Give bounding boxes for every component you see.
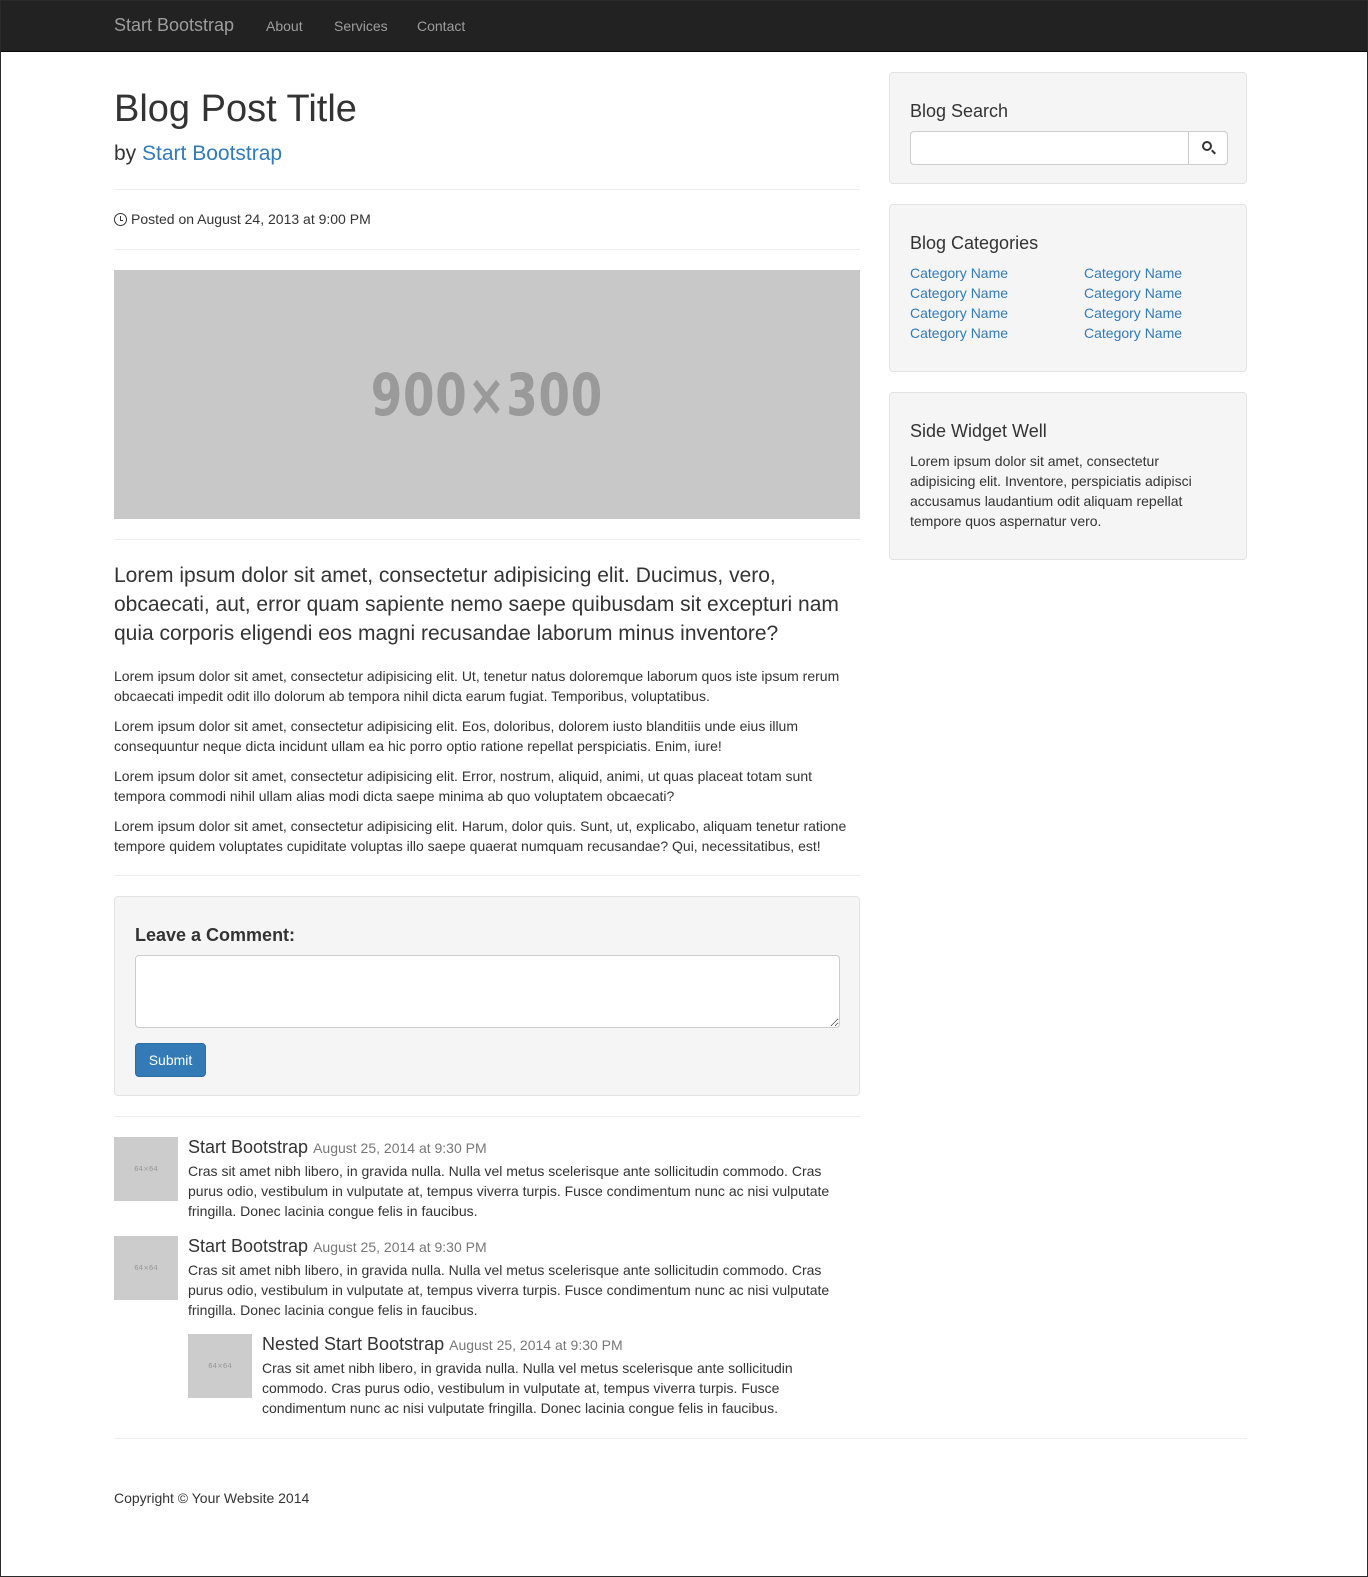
- search-icon: [1202, 141, 1212, 151]
- categories-heading: Blog Categories: [910, 233, 1039, 253]
- navbar: [1, 1, 1367, 52]
- post-date-text: Posted on August 24, 2013 at 9:00 PM: [131, 211, 371, 227]
- category-link[interactable]: Category Name: [1084, 305, 1183, 321]
- post-image-placeholder: [114, 270, 860, 519]
- search-widget: [889, 72, 1247, 184]
- post-byline: [114, 142, 282, 166]
- comment-text: Cras sit amet nibh libero, in gravida nulla. Nulla vel metus scelerisque ante sollicitudin commodo. Cras purus odio, vestibulum in vulputate at, tempus viverra turpis. Fusce condimentum nunc ac nisi vulputate fringilla. Donec lacinia congue felis in faucibus.: [188, 1163, 830, 1219]
- comment-date: August 25, 2014 at 9:30 PM: [313, 1239, 487, 1255]
- comment-author: Nested Start Bootstrap: [262, 1334, 445, 1354]
- comment-text: Cras sit amet nibh libero, in gravida nulla. Nulla vel metus scelerisque ante sollicitudin commodo. Cras purus odio, vestibulum in vulputate at, tempus viverra turpis. Fusce condimentum nunc ac nisi vulputate fringilla. Donec lacinia congue felis in faucibus.: [188, 1262, 830, 1318]
- search-group: [910, 131, 1228, 165]
- comment-avatar: [188, 1334, 252, 1398]
- post-date: [114, 211, 371, 227]
- comment-heading: [188, 1137, 860, 1158]
- comment-textarea[interactable]: [135, 955, 840, 1028]
- post-paragraph: Lorem ipsum dolor sit amet, consectetur adipisicing elit. Harum, dolor quis. Sunt, ut, explicabo, aliquam tenetur ratione tempore quidem voluptates cupiditate voluptas illo saepe quaerat numquam recusandae? Qui, necessitatibus, est!: [114, 818, 847, 854]
- comment-heading: [188, 1236, 860, 1257]
- post-paragraph: Lorem ipsum dolor sit amet, consectetur adipisicing elit. Eos, doloribus, dolorem iusto blanditiis unde eius illum consequuntur neque dicta incidunt ullam ea hic porro optio ratione repellat perspiciatis. Enim, iure!: [114, 718, 798, 754]
- category-link[interactable]: Category Name: [910, 305, 1009, 321]
- category-link[interactable]: Category Name: [1084, 265, 1183, 281]
- category-link[interactable]: Category Name: [1084, 285, 1183, 301]
- divider: [114, 875, 860, 876]
- comment-author: Start Bootstrap: [188, 1137, 309, 1157]
- search-input[interactable]: [911, 132, 1189, 164]
- comment: [114, 1137, 860, 1227]
- comment-avatar: [114, 1236, 178, 1300]
- navbar-brand[interactable]: Start Bootstrap: [114, 15, 235, 35]
- nav-link-services[interactable]: Services: [334, 18, 388, 34]
- avatar-label: 64×64: [134, 1264, 158, 1272]
- side-widget: [889, 392, 1247, 560]
- search-button[interactable]: [1188, 132, 1227, 164]
- nested-comment: [188, 1334, 860, 1424]
- post-paragraph: Lorem ipsum dolor sit amet, consectetur adipisicing elit. Error, nostrum, aliquid, animi, ut quas placeat totam sunt tempora commodi nihil ullam alias modi dicta saepe minima ab quo voluptatem obcaecati?: [114, 768, 812, 804]
- post-image-label: 900×300: [370, 360, 604, 429]
- category-link[interactable]: Category Name: [910, 325, 1009, 341]
- avatar-label: 64×64: [134, 1165, 158, 1173]
- category-link[interactable]: Category Name: [910, 285, 1009, 301]
- category-link[interactable]: Category Name: [1084, 325, 1183, 341]
- comment-author: Start Bootstrap: [188, 1236, 309, 1256]
- comment-avatar: [114, 1137, 178, 1201]
- search-heading: Blog Search: [910, 101, 1009, 121]
- divider: [114, 249, 860, 250]
- category-link[interactable]: Category Name: [910, 265, 1009, 281]
- post-title: Blog Post Title: [114, 88, 357, 130]
- author-link[interactable]: Start Bootstrap: [142, 142, 283, 165]
- comment-text: Cras sit amet nibh libero, in gravida nulla. Nulla vel metus scelerisque ante sollicitudin commodo. Cras purus odio, vestibulum in vulputate at, tempus viverra turpis. Fusce condimentum nunc ac nisi vulputate fringilla. Donec lacinia congue felis in faucibus.: [262, 1360, 793, 1416]
- divider: [114, 539, 860, 540]
- submit-button[interactable]: Submit: [135, 1043, 206, 1077]
- side-widget-heading: Side Widget Well: [910, 421, 1047, 441]
- byline-prefix: by: [114, 142, 137, 165]
- footer-copyright: Copyright © Your Website 2014: [114, 1490, 310, 1506]
- comment-form-heading: Leave a Comment:: [135, 925, 296, 945]
- post-paragraph: Lorem ipsum dolor sit amet, consectetur adipisicing elit. Ut, tenetur natus doloremque laborum quos iste ipsum rerum obcaecati impedit odit illo dolorum ab tempora nihil dicta earum fugiat. Temporibus, voluptatibus.: [114, 668, 840, 704]
- avatar-label: 64×64: [208, 1362, 232, 1370]
- footer-divider: [114, 1438, 1247, 1439]
- nav-link-contact[interactable]: Contact: [417, 18, 466, 34]
- comment-form: [114, 896, 860, 1096]
- post-lead: Lorem ipsum dolor sit amet, consectetur adipisicing elit. Ducimus, vero, obcaecati, aut, error quam sapiente nemo saepe quibusdam sit excepturi nam quia corporis eligendi eos magni recusandae laborum minus inventore?: [114, 564, 839, 645]
- nav-link-about[interactable]: About: [266, 18, 303, 34]
- comment-date: August 25, 2014 at 9:30 PM: [449, 1337, 623, 1353]
- comment-date: August 25, 2014 at 9:30 PM: [313, 1140, 487, 1156]
- side-widget-text: Lorem ipsum dolor sit amet, consectetur adipisicing elit. Inventore, perspiciatis adipisci accusamus laudantium odit aliquam repellat tempore quos aspernatur vero.: [910, 453, 1192, 529]
- clock-icon: [114, 213, 127, 226]
- comment-heading: [262, 1334, 842, 1355]
- categories-widget: [889, 204, 1247, 372]
- divider: [114, 1116, 860, 1117]
- divider: [114, 189, 860, 190]
